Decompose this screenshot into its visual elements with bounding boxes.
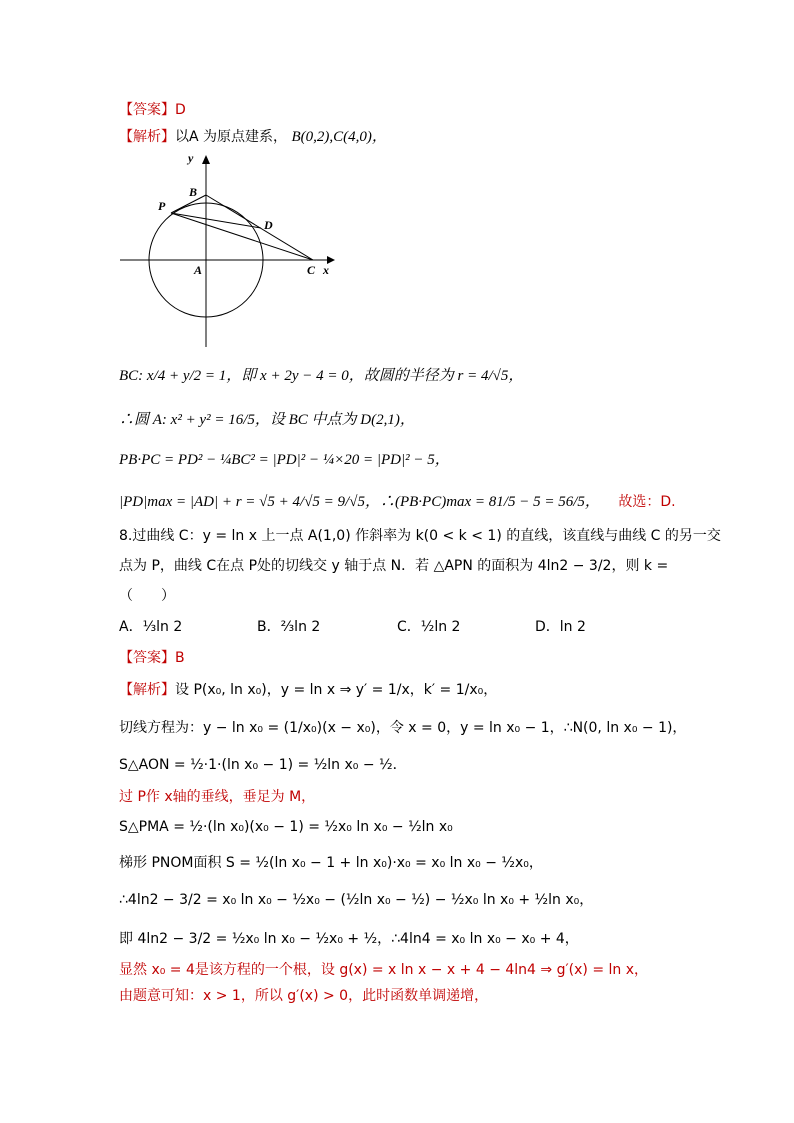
q8-s7: ∴4ln2 − 3/2 = x₀ ln x₀ − ½x₀ − (½ln x₀ − ½) − ½x₀ ln x₀ + ½ln x₀， bbox=[119, 892, 594, 908]
option-b: B．⅔ln 2 bbox=[257, 619, 321, 635]
q8-stem-1: 8.过曲线 C：y = ln x 上一点 A(1,0) 作斜率为 k(0 < k < 1) 的直线，该直线与曲线 C 的另一交 bbox=[119, 528, 721, 544]
q8-s4: 过 P作 x轴的垂线，垂足为 M， bbox=[119, 789, 316, 805]
q7-answer-line bbox=[119, 100, 186, 120]
q8-s9: 显然 x₀ = 4是该方程的一个根，设 g(x) = x ln x − x + 4 − 4ln4 ⇒ g′(x) = ln x， bbox=[119, 962, 648, 978]
q7-line4-row bbox=[119, 492, 676, 512]
option-a: A．⅓ln 2 bbox=[119, 619, 183, 635]
analysis-tag: 【解析】 bbox=[119, 129, 175, 145]
label-d: D bbox=[264, 218, 273, 232]
label-x: x bbox=[323, 263, 329, 277]
q7-line4: |PD|max = |AD| + r = √5 + 4/√5 = 9/√5，∴(PB·PC)max = 81/5 − 5 = 56/5， bbox=[119, 494, 600, 510]
label-b: B bbox=[189, 185, 198, 199]
geometry-figure bbox=[115, 150, 345, 350]
option-c: C．½ln 2 bbox=[397, 619, 461, 635]
option-d: D．ln 2 bbox=[535, 619, 586, 635]
q8-s5: S△PMA = ½·(ln x₀)(x₀ − 1) = ½x₀ ln x₀ − ½ln x₀ bbox=[119, 819, 453, 835]
label-p: P bbox=[158, 199, 166, 213]
label-y: y bbox=[188, 151, 194, 165]
q7-line2: ∴圆 A: x² + y² = 16/5，设 BC 中点为 D(2,1)， bbox=[119, 412, 415, 428]
q8-s6: 梯形 PNOM面积 S = ½(ln x₀ − 1 + ln x₀)·x₀ = x₀ ln x₀ − ½x₀， bbox=[119, 855, 543, 871]
label-a: A bbox=[194, 263, 203, 277]
q7-line1: BC: x/4 + y/2 = 1，即 x + 2y − 4 = 0，故圆的半径为 r = 4/√5， bbox=[119, 368, 524, 384]
q8-stem-2: 点为 P，曲线 C在点 P处的切线交 y 轴于点 N．若 △APN 的面积为 4ln2 − 3/2，则 k = bbox=[119, 558, 669, 574]
points-bc: B(0,2),C(4,0)， bbox=[291, 129, 387, 145]
q8-s3: S△AON = ½·1·(ln x₀ − 1) = ½ln x₀ − ½． bbox=[119, 757, 407, 773]
q7-line3: PB·PC = PD² − ¼BC² = |PD|² − ¼×20 = |PD|² − 5， bbox=[119, 452, 450, 468]
answer-tag: 【答案】 bbox=[119, 650, 175, 666]
q8-s1-row bbox=[119, 680, 497, 700]
analysis-tag: 【解析】 bbox=[119, 682, 175, 698]
q8-paren: （ ） bbox=[119, 588, 175, 604]
answer-value: B bbox=[175, 650, 185, 666]
q7-analysis-intro bbox=[119, 127, 387, 147]
q8-answer-line bbox=[119, 648, 185, 668]
q8-s8: 即 4ln2 − 3/2 = ½x₀ ln x₀ − ½x₀ + ½，∴4ln4 = x₀ ln x₀ − x₀ + 4， bbox=[119, 931, 579, 947]
q8-s2: 切线方程为：y − ln x₀ = (1/x₀)(x − x₀)，令 x = 0，y = ln x₀ − 1，∴N(0, ln x₀ − 1)， bbox=[119, 720, 687, 736]
answer-tag: 【答案】 bbox=[119, 102, 175, 118]
label-c: C bbox=[307, 263, 316, 277]
analysis-intro-text: 以A 为原点建系， bbox=[175, 129, 288, 145]
answer-value: D bbox=[175, 102, 186, 118]
q8-s1: 设 P(x₀, ln x₀)，y = ln x ⇒ y′ = 1/x，k′ = 1/x₀， bbox=[175, 682, 498, 698]
q8-s10: 由题意可知：x > 1，所以 g′(x) > 0，此时函数单调递增， bbox=[119, 988, 489, 1004]
q7-conclusion: 故选：D. bbox=[618, 494, 676, 510]
